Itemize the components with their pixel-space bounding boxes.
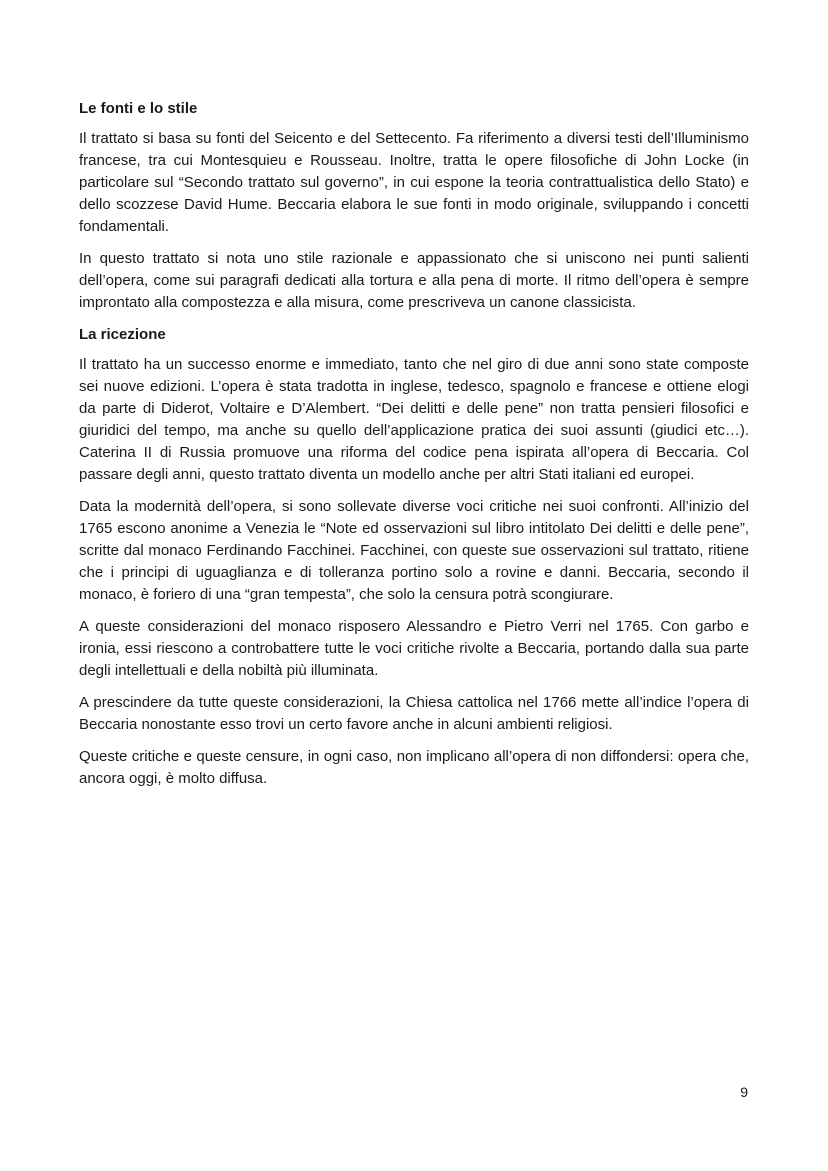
paragraph: Il trattato ha un successo enorme e immediato, tanto che nel giro di due anni sono state composte sei nuove edizioni. L’opera è stata tradotta in inglese, tedesco, spagnolo e francese e ottiene elogi da parte di Diderot, Voltaire e D’Alembert. “Dei delitti e delle pene” non tratta pensieri filosofici e giuridici del tempo, ma anche su quello dell’applicazione pratica dei suoi assunti (giudici etc…). Caterina II di Russia promuove una riforma del codice pena ispirata all’opera di Beccaria. Col passare degli anni, questo trattato diventa un modello anche per altri Stati italiani ed europei.: [79, 356, 749, 483]
page-number: 9: [740, 1084, 748, 1100]
document-page: [79, 98, 749, 800]
paragraph: A prescindere da tutte queste considerazioni, la Chiesa cattolica nel 1766 mette all’indice l’opera di Beccaria nonostante esso trovi un certo favore anche in alcuni ambienti religiosi.: [79, 694, 749, 733]
paragraph: Queste critiche e queste censure, in ogni caso, non implicano all’opera di non diffondersi: opera che, ancora oggi, è molto diffusa.: [79, 748, 749, 787]
paragraph: In questo trattato si nota uno stile razionale e appassionato che si uniscono nei punti salienti dell’opera, come sui paragrafi dedicati alla tortura e alla pena di morte. Il ritmo dell’opera è sempre improntato alla compostezza e alla misura, come prescriveva un canone classicista.: [79, 250, 749, 311]
paragraph: Data la modernità dell’opera, si sono sollevate diverse voci critiche nei suoi confronti. All’inizio del 1765 escono anonime a Venezia le “Note ed osservazioni sul libro intitolato Dei delitti e delle pene”, scritte dal monaco Ferdinando Facchinei. Facchinei, con queste sue osservazioni sul trattato, ritiene che i principi di uguaglianza e di tolleranza portino solo a rovine e danni. Beccaria, secondo il monaco, è foriero di una “gran tempesta”, che solo la censura potrà scongiurare.: [79, 498, 749, 603]
paragraph: A queste considerazioni del monaco risposero Alessandro e Pietro Verri nel 1765. Con garbo e ironia, essi riescono a controbattere tutte le voci critiche rivolte a Beccaria, portando dalla sua parte degli intellettuali e della nobiltà più illuminata.: [79, 618, 749, 679]
paragraph: Il trattato si basa su fonti del Seicento e del Settecento. Fa riferimento a diversi testi dell’Illuminismo francese, tra cui Montesquieu e Rousseau. Inoltre, tratta le opere filosofiche di John Locke (in particolare sul “Secondo trattato sul governo”, in cui espone la teoria contrattualistica dello Stato) e dello scozzese David Hume. Beccaria elabora le sue fonti in modo originale, sviluppando i concetti fondamentali.: [79, 130, 749, 235]
section-heading-ricezione: La ricezione: [79, 326, 166, 343]
section-heading-fonti: Le fonti e lo stile: [79, 100, 198, 117]
